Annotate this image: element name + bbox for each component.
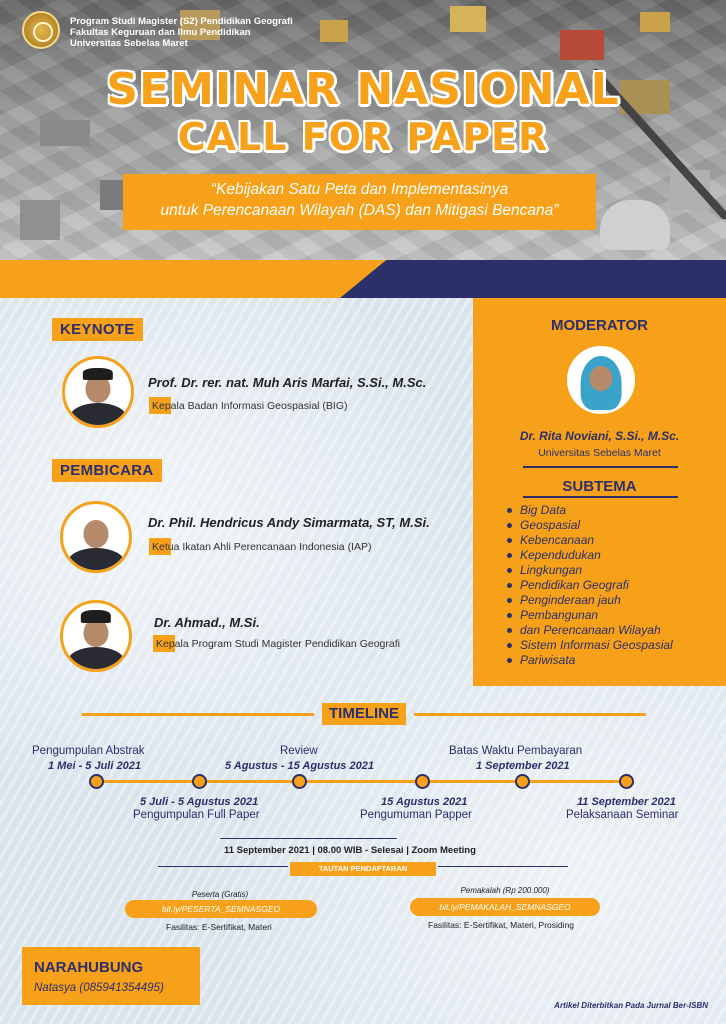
map-block — [640, 12, 670, 32]
timeline-dot — [619, 774, 634, 789]
event-info: 11 September 2021 | 08.00 WIB - Selesai | Zoom Meeting — [224, 845, 476, 856]
speaker-2-role — [156, 638, 400, 650]
timeline-label: Pelaksanaan Seminar — [566, 809, 679, 821]
theme-box — [123, 174, 596, 230]
contact-box — [22, 947, 200, 1005]
speaker-2-name: Dr. Ahmad., M.Si. — [154, 615, 260, 630]
timeline-date: 1 September 2021 — [476, 760, 570, 772]
keynote-heading-text: KEYNOTE — [60, 321, 135, 338]
timeline-dot — [292, 774, 307, 789]
timeline-date: 1 Mei - 5 Juli 2021 — [48, 760, 141, 772]
timeline-label: Pengumpulan Abstrak — [32, 745, 145, 757]
subtema-item: Geospasial — [507, 518, 673, 533]
subtema-list — [507, 503, 673, 668]
map-block — [560, 30, 604, 60]
subtema-item: Penginderaan jauh — [507, 593, 673, 608]
keynote-speaker-role — [152, 400, 348, 412]
contact-value: Natasya (085941354495) — [34, 982, 164, 994]
timeline-heading: TIMELINE — [322, 703, 406, 725]
hand-shape — [600, 200, 670, 250]
subtema-item: Sistem Informasi Geospasial — [507, 638, 673, 653]
header-banner — [0, 0, 726, 262]
moderator-photo — [564, 343, 638, 417]
map-block — [320, 20, 348, 42]
speaker-1-name: Dr. Phil. Hendricus Andy Simarmata, ST, M.Si. — [148, 515, 430, 530]
subtema-item-continued: dan Perencanaan Wilayah — [507, 623, 673, 638]
theme-line: untuk Perencanaan Wilayah (DAS) dan Mitigasi Bencana” — [160, 202, 559, 219]
subtema-item: Pendidikan Geografi — [507, 578, 673, 593]
university-logo — [22, 11, 60, 49]
subtema-item: Lingkungan — [507, 563, 673, 578]
keynote-speaker-name: Prof. Dr. rer. nat. Muh Aris Marfai, S.Si., M.Sc. — [148, 375, 427, 390]
peserta-label: Peserta (Gratis) — [191, 890, 249, 899]
pemakalah-label: Pemakalah (Rp 200.000) — [460, 886, 550, 895]
subtema-item: Kebencanaan — [507, 533, 673, 548]
map-block — [20, 200, 60, 240]
subtema-heading: SUBTEMA — [562, 478, 637, 495]
timeline-dot — [415, 774, 430, 789]
pemakalah-link[interactable]: bit.ly/PEMAKALAH_SEMNASGEO — [410, 898, 600, 916]
pemakalah-facilities: Fasilitas: E-Sertifikat, Materi, Prosiding — [428, 920, 574, 930]
timeline-dot — [192, 774, 207, 789]
timeline-dot — [89, 774, 104, 789]
keynote-speaker-role-text: Kepala Badan Informasi Geospasial (BIG) — [152, 400, 348, 412]
timeline-label: Batas Waktu Pembayaran — [449, 745, 583, 757]
pembicara-heading — [52, 459, 162, 482]
subtema-divider — [523, 496, 678, 498]
moderator-name: Dr. Rita Noviani, S.Si., M.Sc. — [519, 429, 680, 443]
institution-line: Program Studi Magister (S2) Pendidikan Geografi — [70, 16, 293, 27]
timeline-label: Review — [280, 745, 318, 757]
subtema-item: Pembangunan — [507, 608, 673, 623]
subtema-item: Kependudukan — [507, 548, 673, 563]
peserta-link[interactable]: bit.ly/PESERTA_SEMNASGEO — [125, 900, 317, 918]
speaker-1-photo — [60, 501, 132, 573]
moderator-affiliation: Universitas Sebelas Maret — [538, 447, 661, 459]
title-call-for-paper: CALL FOR PAPER — [177, 115, 549, 159]
theme-line: “Kebijakan Satu Peta dan Implementasinya — [210, 181, 509, 198]
pembicara-heading-text: PEMBICARA — [60, 462, 154, 479]
timeline-date: 11 September 2021 — [577, 796, 676, 808]
speaker-2-role-text: Kepala Program Studi Magister Pendidikan Geografi — [156, 638, 400, 650]
timeline-heading-line-right — [414, 713, 646, 716]
subtema-item: Pariwisata — [507, 653, 673, 668]
timeline-date: 5 Juli - 5 Agustus 2021 — [140, 796, 259, 808]
speaker-1-role-text: Ketua Ikatan Ahli Perencanaan Indonesia (IAP) — [152, 541, 372, 553]
timeline-label: Pengumpulan Full Paper — [133, 809, 260, 821]
institution-line: Fakultas Keguruan dan Ilmu Pendidikan — [70, 27, 251, 38]
registration-heading: TAUTAN PENDAFTARAN — [290, 862, 436, 876]
moderator-heading: MODERATOR — [551, 317, 648, 334]
info-line-top — [220, 838, 397, 839]
map-block — [450, 6, 486, 32]
institution-text — [70, 16, 293, 49]
timeline-dot — [515, 774, 530, 789]
speaker-1-role — [152, 541, 371, 553]
divider-band-navy — [340, 260, 726, 298]
subtema-item: Big Data — [507, 503, 673, 518]
peserta-facilities: Fasilitas: E-Sertifikat, Materi — [166, 922, 272, 932]
tautan-line-right — [438, 866, 568, 867]
timeline-date: 5 Agustus - 15 Agustus 2021 — [225, 760, 374, 772]
footer-note: Artikel Diterbitkan Pada Jurnal Ber-ISBN — [554, 1001, 708, 1010]
institution-line: Universitas Sebelas Maret — [70, 38, 188, 49]
timeline-label: Pengumuman Papper — [360, 809, 472, 821]
title-seminar-nasional: SEMINAR NASIONAL — [106, 64, 620, 115]
speaker-2-photo — [60, 600, 132, 672]
contact-heading: NARAHUBUNG — [34, 959, 144, 976]
tautan-line-left — [158, 866, 288, 867]
timeline-heading-line-left — [82, 713, 314, 716]
timeline-date: 15 Agustus 2021 — [381, 796, 468, 808]
keynote-heading — [52, 318, 143, 341]
keynote-speaker-photo — [62, 356, 134, 428]
timeline-axis — [96, 780, 626, 783]
moderator-divider — [523, 466, 678, 468]
